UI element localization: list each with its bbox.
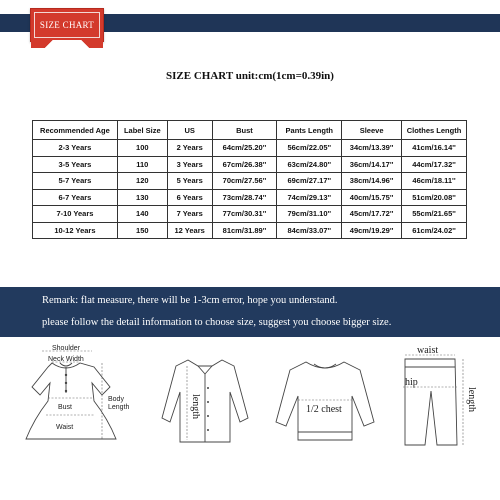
header-sleeve: Sleeve [342, 121, 402, 140]
cell-bust: 73cm/28.74'' [212, 189, 277, 206]
cell-us: 6 Years [167, 189, 212, 206]
cell-sleeve: 45cm/17.72'' [342, 206, 402, 223]
cell-label-size: 110 [117, 156, 167, 173]
sweater-measurement-diagram [270, 352, 380, 447]
shirt-measurement-diagram [150, 352, 260, 447]
table-row [33, 206, 467, 223]
shirt-length-label: length [190, 394, 201, 419]
sweater-chest-label: 1/2 chest [306, 404, 342, 415]
cell-pants-length: 79cm/31.10'' [277, 206, 342, 223]
size-table [32, 120, 467, 239]
table-row [33, 173, 467, 190]
cell-bust: 70cm/27.56'' [212, 173, 277, 190]
dress-body-label: Body [108, 396, 124, 403]
remark-line-1: Remark: flat measure, there will be 1-3cm error, hope you understand. [42, 295, 338, 306]
pants-hip-label: hip [405, 377, 418, 388]
header-recommended-age: Recommended Age [33, 121, 118, 140]
cell-age: 2-3 Years [33, 140, 118, 157]
cell-sleeve: 36cm/14.17'' [342, 156, 402, 173]
cell-us: 3 Years [167, 156, 212, 173]
cell-age: 6-7 Years [33, 189, 118, 206]
header-clothes-length: Clothes Length [402, 121, 467, 140]
cell-bust: 67cm/26.38'' [212, 156, 277, 173]
cell-pants-length: 56cm/22.05'' [277, 140, 342, 157]
size-chart-tag-label: SIZE CHART [34, 12, 100, 38]
cell-bust: 81cm/31.89'' [212, 222, 277, 239]
cell-age: 7-10 Years [33, 206, 118, 223]
dress-length-label: Length [108, 404, 130, 411]
pants-measurement-diagram [395, 345, 495, 447]
table-row [33, 189, 467, 206]
cell-sleeve: 38cm/14.96'' [342, 173, 402, 190]
cell-pants-length: 63cm/24.80'' [277, 156, 342, 173]
cell-sleeve: 40cm/15.75'' [342, 189, 402, 206]
cell-clothes-length: 51cm/20.08'' [402, 189, 467, 206]
table-row [33, 156, 467, 173]
cell-bust: 77cm/30.31'' [212, 206, 277, 223]
cell-pants-length: 84cm/33.07'' [277, 222, 342, 239]
dress-neck-width-label: Neck Width [48, 356, 84, 363]
cell-label-size: 100 [117, 140, 167, 157]
cell-sleeve: 49cm/19.29'' [342, 222, 402, 239]
cell-label-size: 150 [117, 222, 167, 239]
header-label-size: Label Size [117, 121, 167, 140]
header-us: US [167, 121, 212, 140]
cell-clothes-length: 44cm/17.32'' [402, 156, 467, 173]
table-header-row [33, 121, 467, 140]
header-pants-length: Pants Length [277, 121, 342, 140]
cell-clothes-length: 46cm/18.11'' [402, 173, 467, 190]
cell-label-size: 130 [117, 189, 167, 206]
cell-label-size: 140 [117, 206, 167, 223]
cell-age: 3-5 Years [33, 156, 118, 173]
remark-line-2: please follow the detail information to choose size, suggest you choose bigger size. [42, 317, 392, 328]
dress-bust-label: Bust [58, 404, 73, 411]
cell-clothes-length: 41cm/16.14'' [402, 140, 467, 157]
dress-measurement-diagram [8, 343, 136, 447]
cell-bust: 64cm/25.20'' [212, 140, 277, 157]
cell-us: 12 Years [167, 222, 212, 239]
dress-waist-label: Waist [56, 424, 74, 431]
cell-age: 5-7 Years [33, 173, 118, 190]
cell-pants-length: 69cm/27.17'' [277, 173, 342, 190]
cell-sleeve: 34cm/13.39'' [342, 140, 402, 157]
dress-shoulder-label: Shoulder [52, 345, 81, 352]
chart-title: SIZE CHART unit:cm(1cm=0.39in) [166, 70, 334, 82]
cell-age: 10-12 Years [33, 222, 118, 239]
cell-us: 5 Years [167, 173, 212, 190]
table-row [33, 222, 467, 239]
size-chart-tag [30, 8, 104, 42]
table-row [33, 140, 467, 157]
cell-clothes-length: 55cm/21.65'' [402, 206, 467, 223]
cell-us: 7 Years [167, 206, 212, 223]
cell-clothes-length: 61cm/24.02'' [402, 222, 467, 239]
header-bust: Bust [212, 121, 277, 140]
remark-band [0, 287, 500, 337]
cell-label-size: 120 [117, 173, 167, 190]
pants-length-label: length [466, 387, 477, 412]
cell-pants-length: 74cm/29.13'' [277, 189, 342, 206]
cell-us: 2 Years [167, 140, 212, 157]
pants-waist-label: waist [417, 345, 439, 356]
